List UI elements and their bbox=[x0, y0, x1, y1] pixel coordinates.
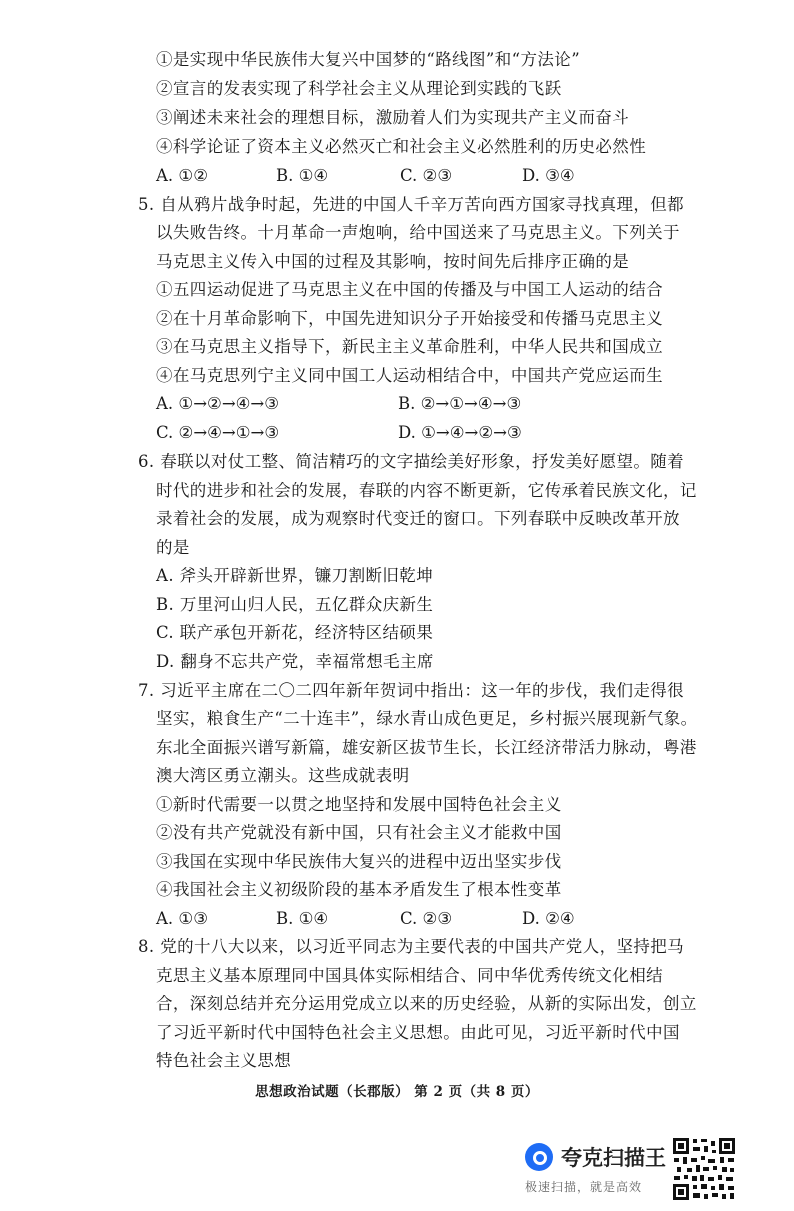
q5-option-d: D. ①→④→②→③ bbox=[398, 423, 522, 442]
q5-option-c: C. ②→④→①→③ bbox=[156, 423, 280, 442]
quark-logo-icon bbox=[525, 1143, 553, 1171]
q6-option-c: C. 联产承包开新花，经济特区结硕果 bbox=[156, 623, 434, 642]
q8-stem-5: 特色社会主义思想 bbox=[156, 1051, 292, 1070]
q5-item-4: ④在马克思列宁主义同中国工人运动相结合中，中国共产党应运而生 bbox=[156, 366, 663, 385]
q7-item-4: ④我国社会主义初级阶段的基本矛盾发生了根本性变革 bbox=[156, 880, 562, 899]
q7-option-c: C. ②③ bbox=[400, 909, 453, 928]
q7-option-d: D. ②④ bbox=[522, 909, 575, 928]
q7-item-1: ①新时代需要一以贯之地坚持和发展中国特色社会主义 bbox=[156, 795, 562, 814]
q5-stem-1: 5. 自从鸦片战争时起，先进的中国人千辛万苦向西方国家寻找真理，但都 bbox=[138, 195, 685, 214]
q4-option-c: C. ②③ bbox=[400, 166, 453, 185]
q6-stem-1: 6. 春联以对仗工整、简洁精巧的文字描绘美好形象，抒发美好愿望。随着 bbox=[138, 452, 685, 471]
q4-item-1: ①是实现中华民族伟大复兴中国梦的“路线图”和“方法论” bbox=[156, 50, 581, 69]
q6-stem-4: 的是 bbox=[156, 538, 190, 557]
page-footer: 思想政治试题（长郡版） 第 2 页（共 8 页） bbox=[255, 1084, 539, 1100]
q8-stem-4: 了习近平新时代中国特色社会主义思想。由此可见，习近平新时代中国 bbox=[156, 1023, 680, 1042]
brand-tagline: 极速扫描，就是高效 bbox=[525, 1180, 643, 1194]
brand-name: 夸克扫描王 bbox=[561, 1146, 666, 1170]
qr-code-icon bbox=[671, 1136, 737, 1202]
q6-stem-2: 时代的进步和社会的发展，春联的内容不断更新，它传承着民族文化，记 bbox=[156, 481, 697, 500]
q8-stem-2: 克思主义基本原理同中国具体实际相结合、同中华优秀传统文化相结 bbox=[156, 966, 663, 985]
q7-item-2: ②没有共产党就没有新中国，只有社会主义才能救中国 bbox=[156, 823, 562, 842]
q5-stem-2: 以失败告终。十月革命一声炮响，给中国送来了马克思主义。下列关于 bbox=[156, 223, 680, 242]
q7-option-b: B. ①④ bbox=[276, 909, 329, 928]
q4-item-2: ②宣言的发表实现了科学社会主义从理论到实践的飞跃 bbox=[156, 79, 562, 98]
q7-stem-1: 7. 习近平主席在二〇二四年新年贺词中指出：这一年的步伐，我们走得很 bbox=[138, 681, 685, 700]
q6-option-d: D. 翻身不忘共产党，幸福常想毛主席 bbox=[156, 652, 434, 671]
q7-stem-3: 东北全面振兴谱写新篇，雄安新区拔节生长，长江经济带活力脉动，粤港 bbox=[156, 738, 697, 757]
q8-stem-3: 合，深刻总结并充分运用党成立以来的历史经验，从新的实际出发，创立 bbox=[156, 994, 697, 1013]
q5-option-b: B. ②→①→④→③ bbox=[398, 394, 522, 413]
q4-item-3: ③阐述未来社会的理想目标，激励着人们为实现共产主义而奋斗 bbox=[156, 108, 630, 127]
q7-stem-2: 坚实，粮食生产“二十连丰”，绿水青山成色更足，乡村振兴展现新气象。 bbox=[156, 709, 698, 728]
q4-option-b: B. ①④ bbox=[276, 166, 329, 185]
q5-item-1: ①五四运动促进了马克思主义在中国的传播及与中国工人运动的结合 bbox=[156, 280, 663, 299]
q6-option-a: A. 斧头开辟新世界，镰刀割断旧乾坤 bbox=[156, 566, 434, 585]
q4-item-4: ④科学论证了资本主义必然灭亡和社会主义必然胜利的历史必然性 bbox=[156, 137, 647, 156]
q6-option-b: B. 万里河山归人民，五亿群众庆新生 bbox=[156, 595, 434, 614]
q7-option-a: A. ①③ bbox=[156, 909, 208, 928]
scanner-brand bbox=[523, 1136, 671, 1196]
q5-item-3: ③在马克思主义指导下，新民主主义革命胜利，中华人民共和国成立 bbox=[156, 337, 663, 356]
q7-stem-4: 澳大湾区勇立潮头。这些成就表明 bbox=[156, 766, 410, 785]
q5-option-a: A. ①→②→④→③ bbox=[156, 394, 280, 413]
q7-item-3: ③我国在实现中华民族伟大复兴的进程中迈出坚实步伐 bbox=[156, 852, 562, 871]
q5-item-2: ②在十月革命影响下，中国先进知识分子开始接受和传播马克思主义 bbox=[156, 309, 663, 328]
q5-stem-3: 马克思主义传入中国的过程及其影响，按时间先后排序正确的是 bbox=[156, 252, 630, 271]
q4-option-d: D. ③④ bbox=[522, 166, 575, 185]
q6-stem-3: 录着社会的发展，成为观察时代变迁的窗口。下列春联中反映改革开放 bbox=[156, 509, 680, 528]
q8-stem-1: 8. 党的十八大以来，以习近平同志为主要代表的中国共产党人，坚持把马 bbox=[138, 937, 685, 956]
q4-option-a: A. ①② bbox=[156, 166, 208, 185]
